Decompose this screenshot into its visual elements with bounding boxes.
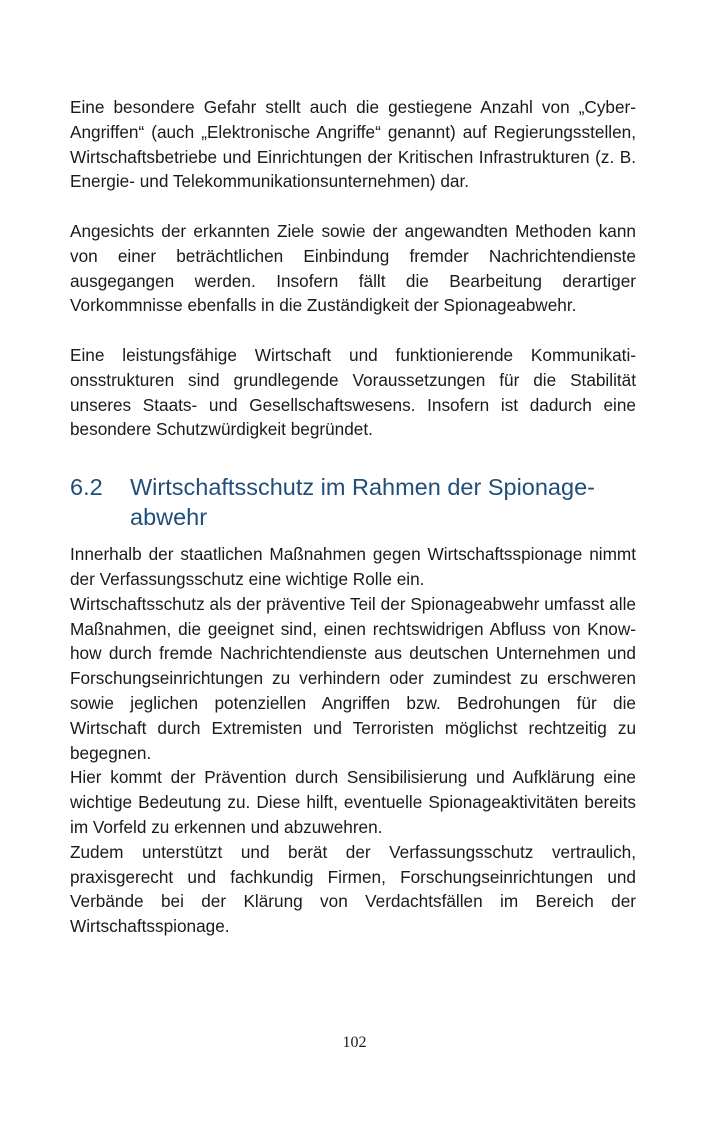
section-paragraph-2: Wirtschaftsschutz als der präventive Teil der Spionageabwehr umfasst alle Maßnahmen, die geeignet sind, einen rechtswidrigen Abfluss von Know-how durch fremde Nachrichtendienste aus deutschen Unternehmen und Forschungseinrichtungen zu verhindern oder zumindest zu erschweren sowie jeglichen potenziellen Angriffen bzw. Bedrohungen für die Wirtschaft durch Extremisten und Terroristen möglichst rechtzeitig zu begegnen. (70, 593, 636, 763)
section-number: 6.2 (70, 474, 103, 501)
paragraph-spacer (70, 318, 636, 343)
document-page (70, 95, 636, 939)
section-paragraph-4: Zudem unterstützt und berät der Verfassungsschutz vertraulich, praxisgerecht und fachkundig Firmen, Forschungseinrichtungen und Verbände bei der Klärung von Verdachtsfällen im Bereich der Wirtschaftsspionage. (70, 841, 636, 937)
section-heading (70, 472, 636, 532)
section-paragraph-1: Innerhalb der staatlichen Maßnahmen gegen Wirtschaftsspionage nimmt der Verfassungsschutz eine wichtige Rolle ein. (70, 544, 636, 589)
intro-paragraph-1: Eine besondere Gefahr stellt auch die gestiegene Anzahl von „Cyber-Angriffen“ (auch „Elektronische Angriffe“ genannt) auf Regierungsstellen, Wirtschaftsbetriebe und Einrichtungen der Kritischen Infrastrukturen (z. B. Energie- und Telekommunikationsunternehmen) dar. (70, 97, 636, 192)
section-title: Wirtschaftsschutz im Rahmen der Spionageabwehr (130, 474, 595, 531)
section-paragraph-3: Hier kommt der Prävention durch Sensibilisierung und Aufklärung eine wichtige Bedeutung zu. Diese hilft, eventuelle Spionageaktivitäten bereits im Vorfeld zu erkennen und abzuwehren. (70, 767, 636, 837)
intro-paragraph-2: Angesichts der erkannten Ziele sowie der angewandten Methoden kann von einer beträchtlichen Einbindung fremder Nachrichtendienste ausgegangen werden. Insofern fällt die Bearbeitung derartiger Vorkommnisse ebenfalls in die Zuständigkeit der Spionageabwehr. (70, 220, 636, 316)
page-number: 102 (342, 1034, 367, 1051)
intro-paragraph-3: Eine leistungsfähige Wirtschaft und funktionierende Kommunikationsstrukturen sind grundlegende Voraussetzungen für die Stabilität unseres Staats- und Gesellschaftswesens. Insofern ist dadurch eine besondere Schutzwürdigkeit begründet. (70, 344, 636, 440)
paragraph-spacer (70, 194, 636, 219)
